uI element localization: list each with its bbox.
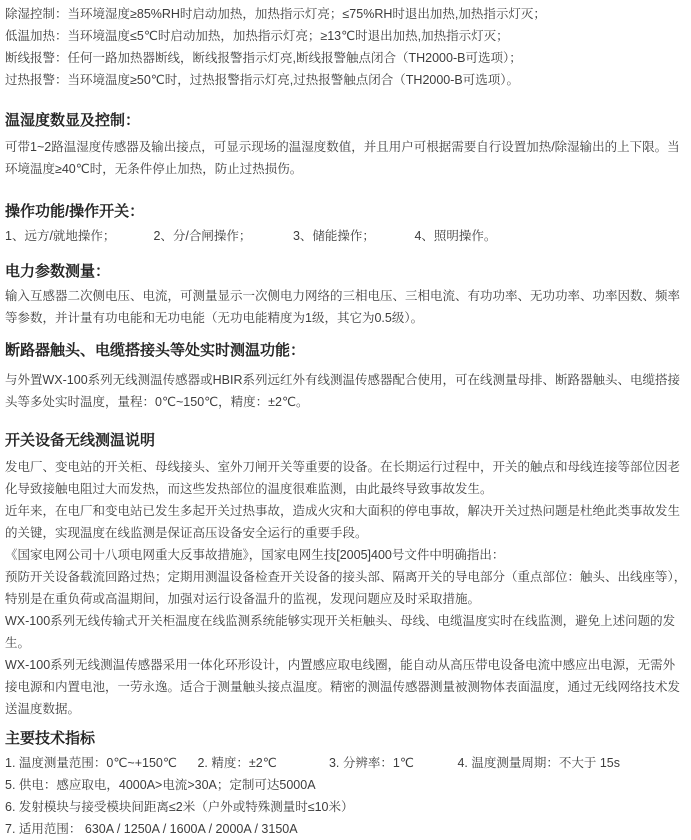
power-params-section: [5, 261, 687, 329]
wireless-paragraph: WX-100系列无线测温传感器采用一体化环形设计，内置感应取电线圈，能自动从高压带电设备电流中感应出电源，无需外接电源和内置电池，一劳永逸。适合于测量触头接点温度。精密的测温传感器测量被测物体表面温度，通过无线网络技术发送温度数据。: [5, 658, 681, 716]
heater-control-section: [5, 3, 687, 91]
realtime-temp-section: [5, 340, 687, 413]
wireless-measurement-heading: 开关设备无线测温说明: [5, 432, 156, 449]
wireless-paragraph: 发电厂、变电站的开关柜、母线接头、室外刀闸开关等重要的设备。在长期运行过程中，开关的触点和母线连接等部位因老化导致接触电阻过大而发热，而这些发热部位的温度很难监测，由此最终导致事故发生。: [5, 460, 681, 496]
wireless-paragraph: 近年来，在电厂和变电站已发生多起开关过热事故，造成火灾和大面积的停电事故，解决开关过热问题是杜绝此类事故发生的关键，实现温度在线监测是保证高压设备安全运行的重要手段。: [5, 504, 681, 540]
power-params-body: 输入互感器二次侧电压、电流，可测量显示一次侧电力网络的三相电压、三相电流、有功功率、无功功率、功率因数、频率等参数，并计量有功电能和无功电能（无功电能精度为1级，其它为0.5级）。: [5, 289, 681, 325]
spec-temp-range: 1. 温度测量范围：0℃~+150℃: [5, 756, 177, 770]
temp-humidity-section: [5, 110, 687, 180]
operation-section: [5, 201, 687, 247]
temp-humidity-body: 可带1~2路温湿度传感器及输出接点，可显示现场的温湿度数值，并且用户可根据需要自行设置加热/除湿输出的上下限。当环境温度≥40℃时，无条件停止加热，防止过热损伤。: [5, 140, 680, 176]
wireless-paragraph: WX-100系列无线传输式开关柜温度在线监测系统能够实现开关柜触头、母线、电缆温度实时在线监测，避免上述问题的发生。: [5, 614, 676, 650]
spec-applicable-range: 7. 适用范围： 630A / 1250A / 1600A / 2000A / 3150A: [5, 822, 298, 836]
wireless-paragraph: 《国家电网公司十八项电网重大反事故措施》，国家电网生技[2005]400号文件中明确指出：: [5, 548, 505, 562]
power-params-heading: 电力参数测量：: [5, 263, 111, 280]
spec-accuracy: 2. 精度：±2℃: [197, 756, 277, 770]
tech-specs-row: [5, 752, 687, 774]
tech-specs-section: [5, 728, 687, 840]
spec-module-distance: 6. 发射模块与接受模块间距离≤2米（户外或特殊测量时≤10米）: [5, 800, 354, 814]
spec-resolution: 3. 分辨率：1℃: [328, 756, 414, 770]
operation-item-energy-storage: 3、储能操作；: [292, 229, 375, 243]
temp-humidity-heading: 温湿度数显及控制：: [5, 112, 141, 129]
realtime-temp-heading: 断路器触头、电缆搭接头等处实时测温功能：: [5, 342, 306, 359]
wire-break-alarm-line: 断线报警：任何一路加热器断线，断线报警指示灯亮,断线报警触点闭合（TH2000-B可选项）；: [5, 51, 522, 65]
wireless-paragraph: 预防开关设备载流回路过热；定期用测温设备检查开关设备的接头部、隔离开关的导电部分（重点部位：触头、出线座等），特别是在重负荷或高温期间，加强对运行设备温升的监视，发现问题应及时采取措施。: [5, 570, 687, 606]
operation-item-open-close: 2、分/合闸操作；: [153, 229, 252, 243]
tech-specs-heading: 主要技术指标: [5, 730, 96, 747]
operation-item-lighting: 4、照明操作。: [414, 229, 497, 243]
dehumidify-control-line: 除湿控制：当环境湿度≥85%RH时启动加热，加热指示灯亮；≤75%RH时退出加热,加热指示灯灭；: [5, 7, 546, 21]
spec-power-supply: 5. 供电：感应取电，4000A>电流>30A；定制可达5000A: [5, 778, 316, 792]
operation-item-remote-local: 1、远方/就地操作；: [5, 229, 116, 243]
operation-heading: 操作功能/操作开关：: [5, 203, 145, 220]
overheat-alarm-line: 过热报警：当环境温度≥50℃时，过热报警指示灯亮,过热报警触点闭合（TH2000-B可选项）。: [5, 73, 519, 87]
realtime-temp-body: 与外置WX-100系列无线测温传感器或HBIR系列远红外有线测温传感器配合使用，可在线测量母排、断路器触头、电缆搭接头等多处实时温度，量程：0℃~150℃，精度：±2℃。: [5, 373, 681, 409]
low-temp-heating-line: 低温加热：当环境温度≤5℃时启动加热，加热指示灯亮；≥13℃时退出加热,加热指示灯灭；: [5, 29, 509, 43]
operation-items-row: [5, 225, 687, 247]
wireless-measurement-section: [5, 430, 687, 720]
spec-measure-period: 4. 温度测量周期：不大于 15s: [457, 756, 620, 770]
